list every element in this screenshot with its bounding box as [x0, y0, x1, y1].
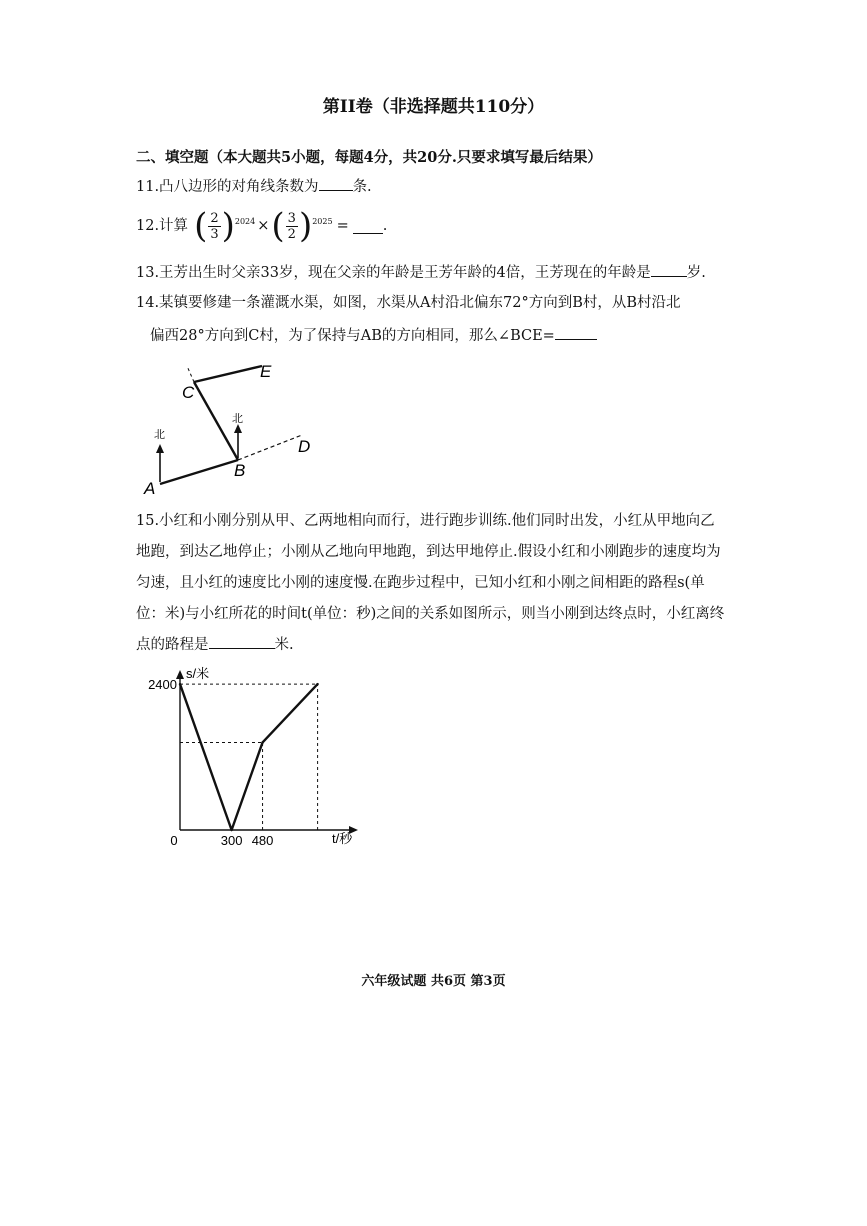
north-arrowhead-b	[234, 424, 242, 433]
q15-text: 15.小红和小刚分别从甲、乙两地相向而行，进行跑步训练.他们同时出发，小红从甲地向乙地跑，到达乙地停止；小刚从乙地向甲地跑，到达甲地停止.假设小红和小刚跑步的速度均为匀速，且小红的速度比小刚的速度慢.在跑步过程中，已知小红和小刚之间相距的路程s(单位：米)与小红所花的时间t(单位：秒)之间的关系如图所示，则当小刚到达终点时，小红离终点的路程是	[136, 513, 725, 653]
page-title: 第II卷（非选择题共110分）	[322, 97, 545, 117]
north-label-b: 北	[232, 413, 243, 425]
label-e: E	[260, 362, 272, 381]
distance-time-chart	[140, 662, 370, 852]
question-11	[136, 176, 372, 197]
q12-exp1: 2024	[234, 217, 256, 226]
q14-line2-text: 偏西28°方向到C村，为了保持与AB的方向相同，那么∠BCE=	[150, 328, 555, 344]
label-a: A	[144, 479, 156, 498]
answer-blank-12[interactable]	[353, 219, 383, 234]
question-14-line2	[150, 325, 597, 346]
times-sign: ×	[257, 218, 270, 234]
label-d: D	[298, 437, 311, 456]
y-axis-arrowhead	[176, 670, 184, 679]
question-15	[136, 506, 726, 661]
q13-suffix: 岁.	[686, 265, 706, 281]
segment-ab	[160, 460, 238, 484]
direction-diagram	[140, 352, 330, 500]
chart-series-line-0	[180, 684, 318, 830]
q15-suffix: 米.	[274, 637, 294, 653]
x-tick-label-0: 0	[170, 833, 178, 848]
y-tick-label-2400: 2400	[148, 677, 177, 693]
q12-end: .	[382, 218, 388, 234]
question-14-line1: 14.某镇要修建一条灌溉水渠，如图，水渠从A村沿北偏东72°方向到B村，从B村沿北	[136, 295, 681, 311]
fraction-power-1: ( 2 3 ) 2024	[194, 206, 256, 246]
q13-text: 13.王芳出生时父亲33岁，现在父亲的年龄是王芳年龄的4倍，王芳现在的年龄是	[136, 265, 651, 281]
q12-exp2: 2025	[312, 217, 333, 226]
page-footer: 六年级试题 共6页 第3页	[361, 974, 506, 989]
answer-blank-15[interactable]	[209, 634, 275, 649]
q12-den2: 2	[287, 226, 296, 242]
q12-prefix: 12.计算	[136, 218, 189, 234]
answer-blank-14[interactable]	[555, 325, 597, 340]
x-tick-label-300: 300	[220, 833, 243, 848]
chart-point-1	[230, 829, 232, 831]
q12-num2: 3	[287, 210, 296, 226]
question-13	[136, 262, 706, 283]
answer-blank-13[interactable]	[651, 262, 687, 277]
chart-point-3	[316, 683, 318, 685]
label-c: C	[182, 383, 195, 402]
x-axis-label: t/秒	[332, 831, 353, 846]
chart-point-0	[179, 683, 181, 685]
q12-num1: 2	[210, 210, 219, 226]
ray-ce	[194, 366, 262, 382]
chart-point-2	[261, 741, 263, 743]
q11-suffix: 条.	[352, 179, 372, 195]
equals-sign: =	[336, 218, 349, 234]
north-arrowhead-a	[156, 444, 164, 453]
section-heading: 二、填空题（本大题共5小题，每题4分，共20分.只要求填写最后结果）	[136, 149, 602, 166]
line-bd-extension	[238, 435, 302, 460]
fraction-power-2: ( 3 2 ) 2025	[271, 206, 333, 246]
line-cb-extension	[187, 366, 194, 382]
north-label-a: 北	[154, 429, 165, 441]
q11-text: 11.凸八边形的对角线条数为	[136, 179, 319, 195]
y-axis-label: s/米	[186, 666, 210, 681]
q12-den1: 3	[210, 226, 219, 242]
label-b: B	[234, 461, 246, 480]
question-12	[136, 206, 387, 246]
x-tick-label-480: 480	[251, 833, 274, 848]
answer-blank-11[interactable]	[319, 176, 353, 191]
